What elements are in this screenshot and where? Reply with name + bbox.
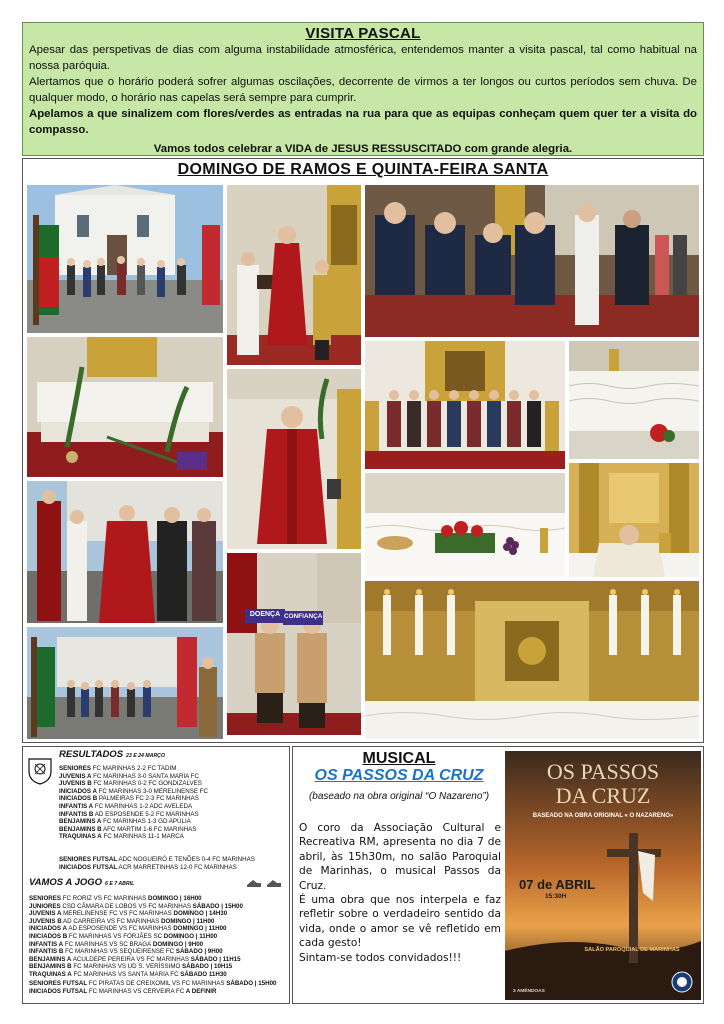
row-category: SENIORES xyxy=(59,765,91,772)
poster-venue: SALÃO PAROQUIAL DE MARINHAS xyxy=(584,947,680,953)
fixture-row xyxy=(29,980,276,988)
row-category: JUVENIS A xyxy=(29,910,62,918)
photo-procession-church xyxy=(27,185,223,333)
row-category: BENJAMINS B xyxy=(29,963,72,971)
row-when: DOMINGO | 14H30 xyxy=(171,910,228,918)
fixture-row xyxy=(29,956,243,964)
fixture-row xyxy=(29,941,243,949)
club-crest-icon xyxy=(27,755,53,785)
fixture-row xyxy=(29,918,243,926)
row-category: JUVENIS B xyxy=(59,780,92,788)
result-row xyxy=(59,864,255,872)
poster-subtitle: BASEADO NA OBRA ORIGINAL « O NAZARENO» xyxy=(532,813,674,819)
visita-paragraph-1: Apesar das perspetivas de dias com alguma instabilidade atmosférica, entendemos manter a visita pascal, tal como habitual na nossa paróquia. xyxy=(29,44,697,72)
visita-pascal-box xyxy=(22,22,704,156)
row-text: FC RORIZ VS FC MARINHAS xyxy=(60,895,147,902)
fixtures-title: VAMOS A JOGO xyxy=(29,877,103,888)
musical-body-paragraph-1: O coro da Associação Cultural e Recreativa RM, apresenta no dia 7 de abril, às 15h30m, no salão Paroquial de Marinhas, o musical Passos da Cruz. xyxy=(299,822,501,892)
visita-paragraph-4: Vamos todos celebrar a VIDA de JESUS RESSUSCITADO com grande alegria. xyxy=(153,142,573,155)
musical-box xyxy=(292,746,704,1004)
fixtures-header xyxy=(29,879,134,889)
photo-priest-palm xyxy=(227,369,361,549)
row-category: TRAQUINAS A xyxy=(59,833,102,841)
row-text: FC MARINHAS VS CERVEIRA FC xyxy=(87,987,185,995)
result-row xyxy=(59,803,208,811)
musical-note: (baseado na obra original “O Nazareno”) xyxy=(308,791,490,802)
photo-choir xyxy=(365,341,565,469)
row-when: SÁBADO | 15H00 xyxy=(224,980,277,987)
sign-doenca: DOENÇA xyxy=(249,611,281,618)
row-text: AFC MARTIM 1-6 FC MARINHAS xyxy=(101,825,197,833)
row-when: SÁBADO | 15H00 xyxy=(190,902,243,910)
row-text: FC MARINHAS 11-1 MARCA xyxy=(101,833,184,841)
row-when: SÁBADO | 9H00 xyxy=(174,948,223,956)
poster-time: 15:30H xyxy=(545,893,567,900)
fixture-row xyxy=(29,895,243,903)
row-category: INFANTIS B xyxy=(29,948,64,956)
row-when: DOMINGO | 11H00 xyxy=(162,932,218,940)
fixtures-futsal-list xyxy=(29,980,276,995)
row-category: INICIADOS FUTSAL xyxy=(59,863,118,871)
photo-priest-golden-altar xyxy=(569,463,699,577)
results-title: RESULTADOS xyxy=(59,749,124,760)
visita-paragraph-3: Apelamos a que sinalizem com flores/verdes as entradas na rua para que as equipas conheçam quem quer ter a visita do compasso. xyxy=(29,108,697,136)
row-text: FC MARINHAS VS SC BRAGA xyxy=(63,940,152,948)
row-text: FC MARINHAS 0-2 FC GONDIZALVES xyxy=(91,780,202,788)
musical-subtitle: OS PASSOS DA CRUZ xyxy=(314,767,484,784)
results-futsal-list xyxy=(59,856,255,871)
row-when: SÁBADO 11H30 xyxy=(178,970,227,978)
result-row xyxy=(59,773,208,781)
fixture-row xyxy=(29,948,243,956)
row-category: SENIORES xyxy=(29,895,61,902)
row-category: INICIADOS A xyxy=(29,925,67,933)
row-text: ACR MARRETINHAS 12-0 FC MARINHAS xyxy=(117,863,237,871)
photo-outdoor-blessing xyxy=(27,481,223,623)
result-row xyxy=(59,826,208,834)
football-boots-icon xyxy=(245,877,285,889)
row-category: JUVENIS A xyxy=(59,772,92,780)
row-category: INFANTIS B xyxy=(59,810,94,818)
results-list xyxy=(59,765,208,841)
photo-scouts-signs xyxy=(227,553,361,735)
row-text: FC MARINHAS VS FORJÃES SC xyxy=(67,932,163,940)
result-row xyxy=(59,765,208,773)
fixture-row xyxy=(29,925,243,933)
photo-foot-washing xyxy=(365,185,699,337)
row-text: FC MARINHAS 2-2 FC TADIM xyxy=(90,765,177,772)
row-text: FC PIRATAS DE CREIXOMIL VS FC MARINHAS xyxy=(87,980,225,987)
row-category: INICIADOS A xyxy=(59,787,97,795)
fixture-row xyxy=(29,963,243,971)
row-category: INFANTIS A xyxy=(59,802,94,810)
row-text: FC MARINHAS VS SANTA MARIA FC xyxy=(71,970,179,978)
poster-logo-icon xyxy=(671,971,693,993)
sign-confianca: CONFIANÇA xyxy=(284,613,323,620)
row-text: FC MARINHAS 3-0 SANTA MARIA FC xyxy=(91,772,199,780)
row-text: AD ESPOSENDE VS FC MARINHAS xyxy=(66,925,172,933)
row-text: FC MARINHAS 1-3 GD APÚLIA xyxy=(101,818,191,826)
musical-poster xyxy=(505,751,701,1000)
photo-altar-palms xyxy=(27,337,223,477)
row-text: FC MARINHAS VS SEQUEIRENSE FC xyxy=(63,948,175,956)
poster-footer: 3 AMÊNDOAS xyxy=(513,989,545,994)
fixture-row xyxy=(29,933,243,941)
fixtures-list xyxy=(29,895,243,979)
poster-title-2: DA CRUZ xyxy=(555,783,651,808)
musical-title: MUSICAL xyxy=(362,750,436,767)
row-text: PALMEIRAS FC 2-3 FC MARINHAS xyxy=(97,795,199,803)
result-row xyxy=(59,788,208,796)
row-category: JUVENIS B xyxy=(29,917,62,925)
row-text: ADC NOGUEIRÓ E TENÕES 0-4 FC MARINHAS xyxy=(117,856,255,863)
visita-title: VISITA PASCAL xyxy=(305,25,421,42)
result-row xyxy=(59,780,208,788)
row-text: FC MARINHAS 3-0 MERELINENSE FC xyxy=(96,787,208,795)
photo-priest-ambo xyxy=(227,185,361,365)
fixture-row xyxy=(29,910,243,918)
row-text: MERELINENSE FC VS FC MARINHAS xyxy=(61,910,172,918)
row-category: INICIADOS FUTSAL xyxy=(29,987,88,995)
result-row xyxy=(59,856,255,864)
result-row xyxy=(59,795,208,803)
row-category: SENIORES FUTSAL xyxy=(29,980,88,987)
visita-paragraph-2: Alertamos que o horário poderá sofrer algumas oscilações, decorrente de virmos a ter longos ou curtos períodos sem chuva. De qualquer modo, o horário nas capelas será sempre para cumprir. xyxy=(29,76,697,104)
row-category: INICIADOS B xyxy=(59,795,98,803)
row-category: JUNIORES xyxy=(29,902,61,910)
photo-golden-altar-candles xyxy=(365,581,699,739)
row-text: FC MARINHAS 1-2 ADC AVELEDA xyxy=(93,802,193,810)
row-category: BENJAMINS A xyxy=(59,818,102,826)
fixture-row xyxy=(29,971,243,979)
fixtures-date: 6 E 7 ABRIL xyxy=(105,881,135,887)
row-text: FC MARINHAS VS UD S. VERÍSSIMO xyxy=(71,963,181,971)
row-text: CSD CÂMARA DE LOBOS VS FC MARINHAS xyxy=(60,902,191,910)
row-category: SENIORES FUTSAL xyxy=(59,856,118,863)
row-text: AD CARREIRA VS FC MARINHAS xyxy=(61,917,160,925)
musical-body-paragraph-3: Sintam-se todos convidados!!! xyxy=(299,951,462,964)
row-when: SÁBADO | 11H15 xyxy=(189,955,241,963)
collage-title: DOMINGO DE RAMOS E QUINTA-FEIRA SANTA xyxy=(177,161,549,178)
photo-collage-section xyxy=(22,158,704,743)
musical-body-paragraph-2: É uma obra que nos interpela e faz refletir sobre o verdadeiro sentido da vida, onde o amor se vê refletido em cada gesto! xyxy=(299,894,501,950)
poster-title-1: OS PASSOS xyxy=(546,759,660,784)
row-when: DOMINGO | 11H00 xyxy=(159,917,215,925)
row-text: ACULDEPE PEREIRA VS FC MARINHAS xyxy=(71,955,189,963)
row-when: DOMINGO | 9H00 xyxy=(151,940,204,948)
row-category: INFANTIS A xyxy=(29,940,64,948)
fixture-row xyxy=(29,903,243,911)
result-row xyxy=(59,833,208,841)
row-when: A DEFINIR xyxy=(184,987,217,995)
football-results-box xyxy=(22,746,290,1004)
row-category: TRAQUINAS A xyxy=(29,970,72,978)
result-row xyxy=(59,811,208,819)
results-header xyxy=(59,751,165,761)
photo-altar-cloth xyxy=(569,341,699,459)
row-category: INICIADOS B xyxy=(29,932,68,940)
row-when: DOMINGO | 11H00 xyxy=(171,925,227,933)
musical-body xyxy=(299,821,501,965)
row-category: BENJAMINS B xyxy=(59,825,102,833)
fixture-row xyxy=(29,988,276,996)
photo-outdoor-flags xyxy=(27,627,223,739)
row-text: AD ESPOSENDE 5-2 FC MARINHAS xyxy=(93,810,199,818)
results-date: 23 E 24 MARÇO xyxy=(126,753,165,759)
poster-date: 07 de ABRIL xyxy=(519,877,596,892)
row-when: DOMINGO | 16H00 xyxy=(146,895,202,902)
photo-altar-grapes xyxy=(365,473,565,577)
row-category: BENJAMINS A xyxy=(29,955,72,963)
row-when: SÁBADO | 10H15 xyxy=(180,963,233,971)
result-row xyxy=(59,818,208,826)
